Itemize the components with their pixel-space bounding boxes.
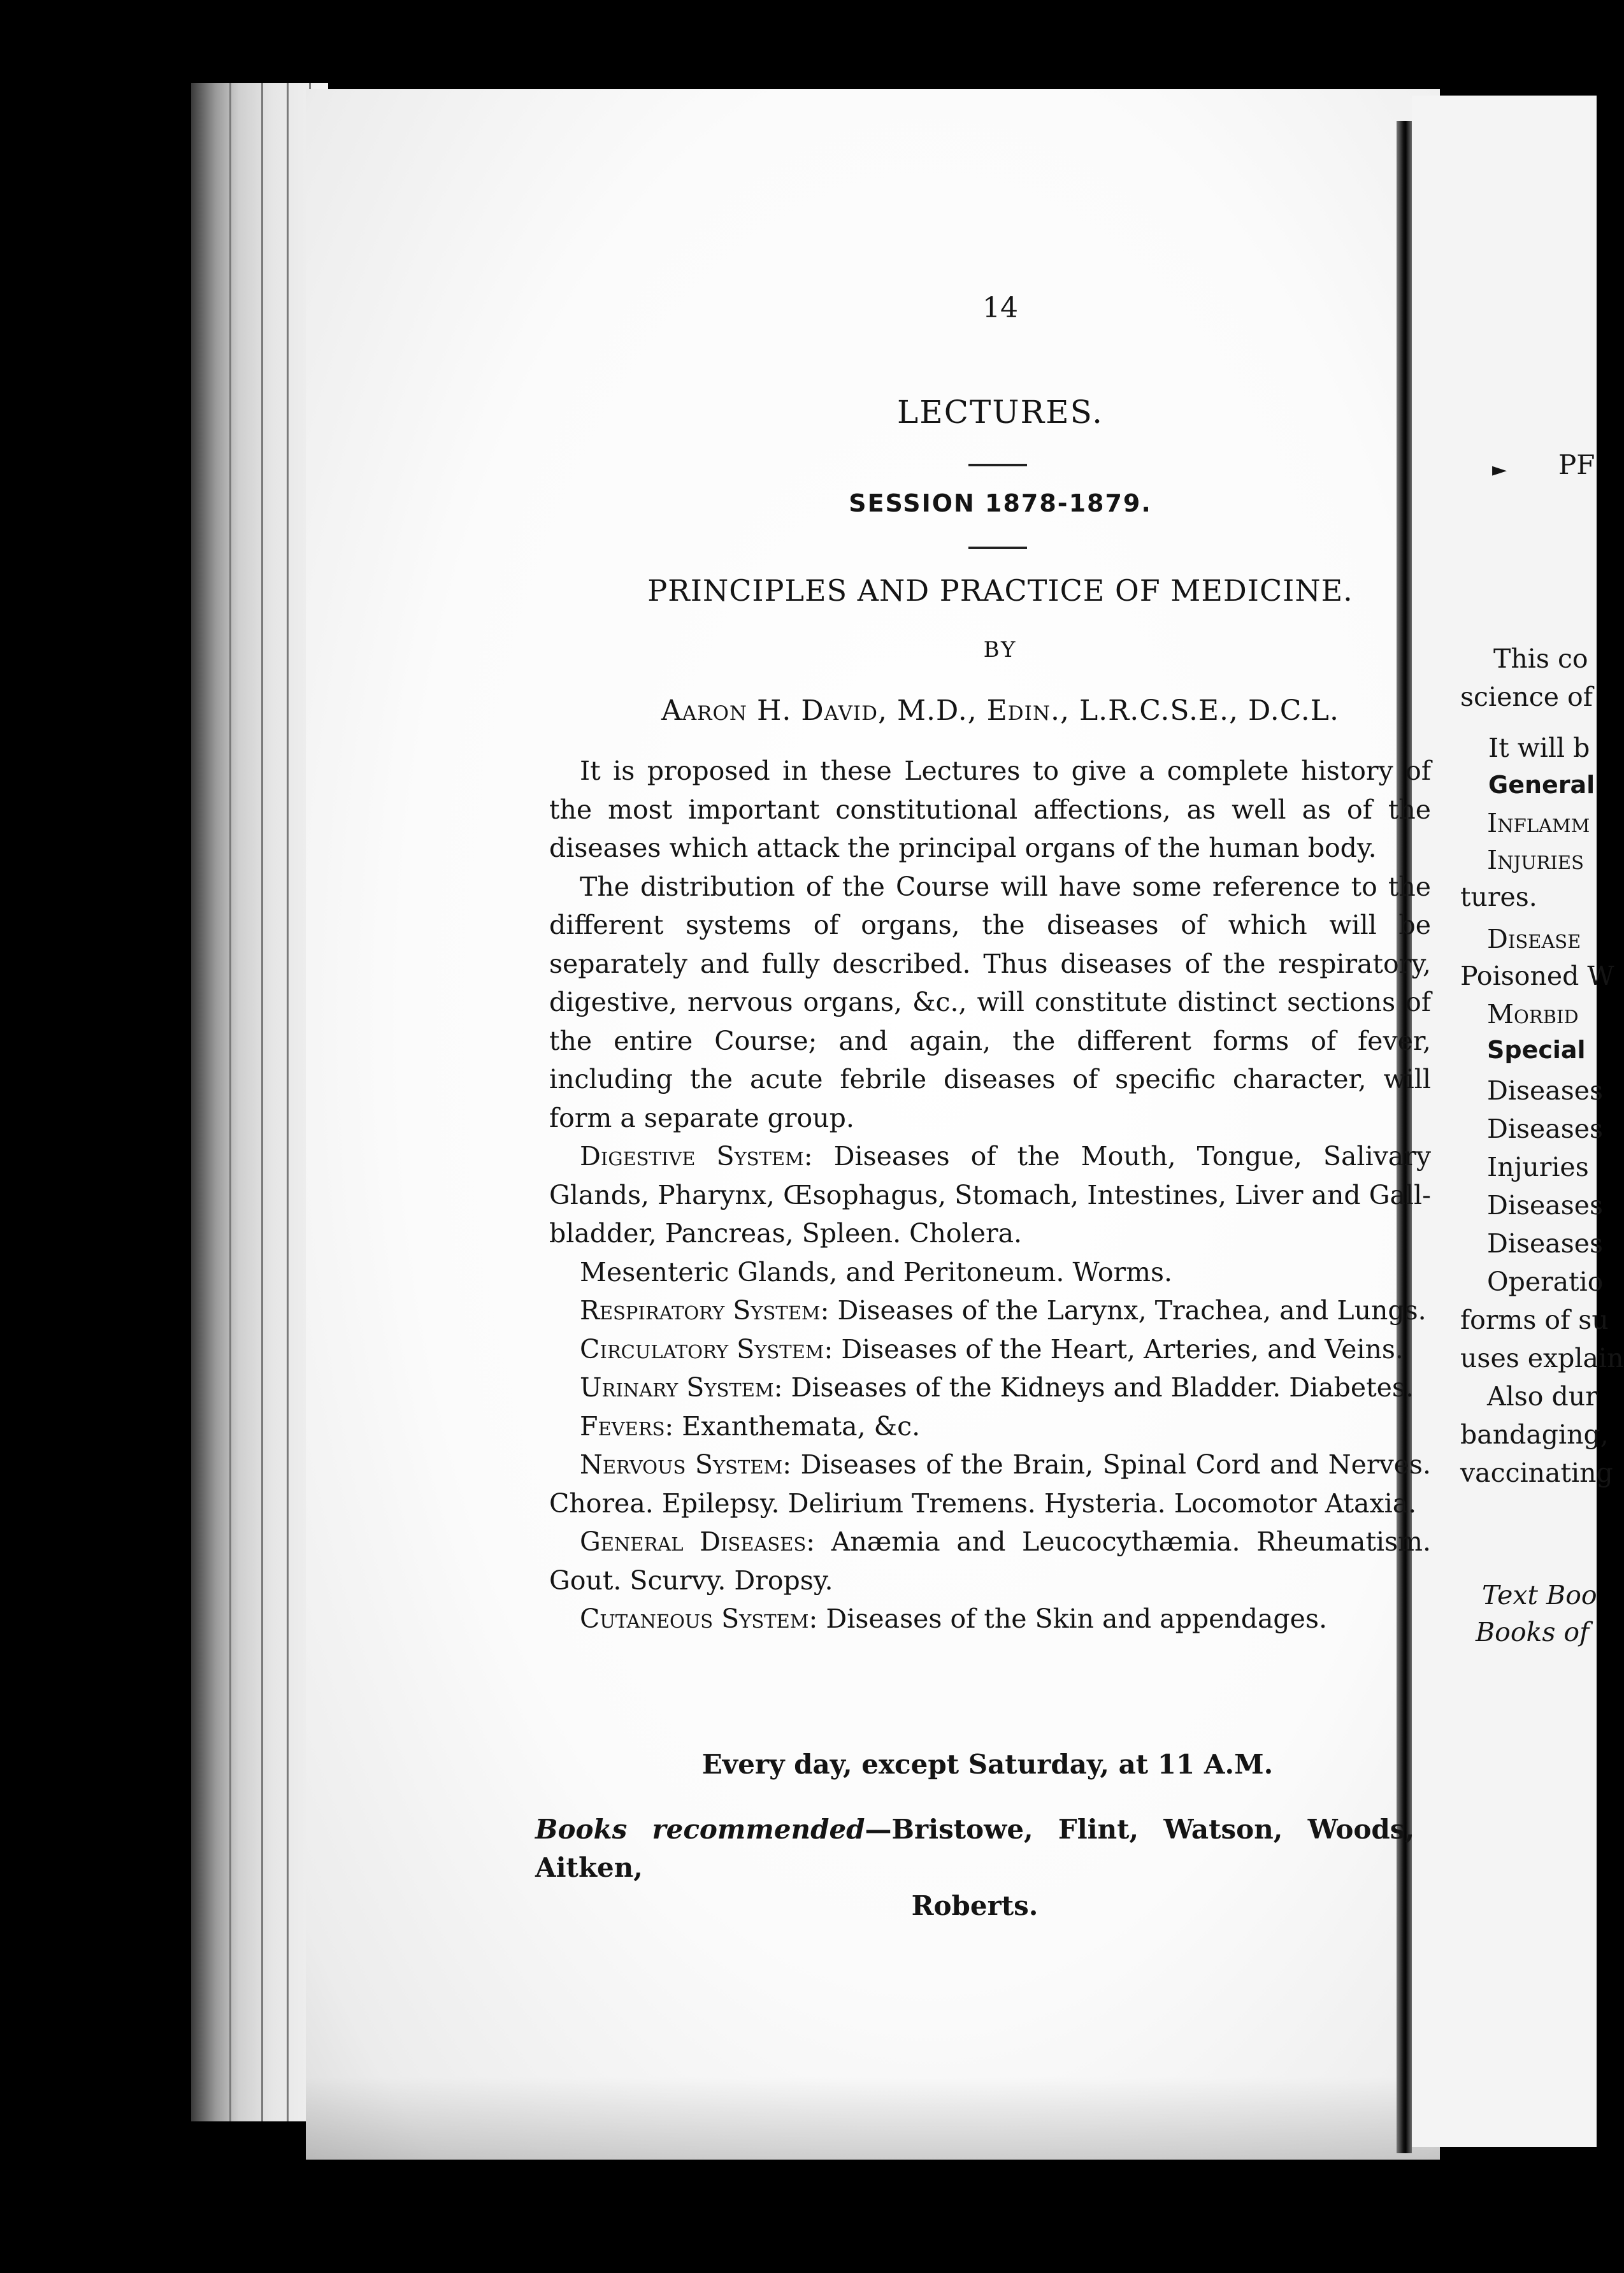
right-page-line: Diseases [1487, 1228, 1604, 1259]
right-page-heading: PF [1558, 449, 1595, 480]
course-subject: PRINCIPLES AND PRACTICE OF MEDICINE. [647, 573, 1353, 608]
section-text: Diseases of the Mouth, Tongue, Salivary Glands, Pharynx, Œsophagus, Stomach, Intestines, Liver and Gall-bladder, Pancreas, Spleen. Cholera. [549, 1141, 1431, 1249]
books-dash: — [865, 1814, 892, 1845]
right-page-line: bandaging, [1460, 1419, 1609, 1450]
author-name: Aaron H. David, M.D., Edin., L.R.C.S.E., D.C.L. [661, 694, 1339, 727]
right-page-line: Diseases [1487, 1190, 1604, 1221]
section-text: Diseases of the Skin and appendages. [826, 1603, 1328, 1634]
books-recommended [535, 1811, 1414, 1925]
right-page-line: science of [1460, 682, 1593, 712]
right-page-line: Text Boo [1482, 1580, 1597, 1610]
right-page-line: uses explain [1460, 1343, 1624, 1373]
section-text: Anæmia and Leucocythæmia. Rheumatism. Gout. Scurvy. Dropsy. [549, 1526, 1431, 1596]
by-label: BY [983, 637, 1017, 663]
section-text: Exanthemata, &c. [682, 1410, 921, 1442]
right-page-line: Inflamm [1487, 808, 1590, 838]
section-label: Nervous System: [580, 1449, 792, 1480]
divider [968, 464, 1027, 466]
page-heading: LECTURES. [897, 394, 1103, 431]
books-list-last: Roberts. [911, 1890, 1038, 1921]
section-text: Diseases of the Brain, Spinal Cord and Nerves. Chorea. Epilepsy. Delirium Tremens. Hysteria. Locomotor Ataxia. [549, 1449, 1431, 1519]
books-list: Bristowe, Flint, Watson, Woods, Aitken, [535, 1814, 1414, 1883]
section-respiratory [549, 1291, 1431, 1330]
section-urinary [549, 1368, 1431, 1407]
right-page-line: Also dur [1487, 1381, 1598, 1412]
session-title: SESSION 1878-1879. [849, 489, 1152, 517]
right-page-line: Morbid [1487, 999, 1579, 1029]
section-label: Cutaneous System: [580, 1603, 818, 1634]
right-page-line: It will b [1488, 733, 1590, 763]
paragraph: The distribution of the Course will have some reference to the different systems of organs, the diseases of which will be separately and fully described. Thus diseases of the respiratory, digestive, nervous organs, &c., will constitute distinct sections of the entire Course; and again, the different forms of fever, including the acute febrile diseases of specific character, will form a separate group. [549, 871, 1431, 1133]
right-page-line: tures. [1460, 882, 1537, 912]
section-label: Fevers: [580, 1410, 674, 1442]
section-label: Digestive System: [580, 1141, 813, 1172]
section-text: Diseases of the Heart, Arteries, and Veins. [841, 1333, 1404, 1365]
section-text: Diseases of the Larynx, Trachea, and Lungs. [837, 1295, 1426, 1326]
right-page-line: Disease [1487, 924, 1581, 954]
section-digestive-extra: Mesenteric Glands, and Peritoneum. Worms. [580, 1256, 1173, 1287]
right-page-line: forms of su [1460, 1305, 1609, 1335]
books-label: Books recommended [535, 1814, 865, 1845]
section-fevers [549, 1407, 1431, 1446]
page-number: 14 [982, 292, 1018, 324]
right-page-line: This co [1493, 643, 1588, 674]
right-page-line: Diseases [1487, 1114, 1604, 1144]
page-edge-line [287, 83, 289, 2121]
section-text: Diseases of the Kidneys and Bladder. Diabetes. [791, 1372, 1414, 1403]
lecture-description [549, 752, 1431, 1638]
section-circulatory [549, 1330, 1431, 1369]
section-digestive [549, 1137, 1431, 1253]
schedule: Every day, except Saturday, at 11 A.M. [701, 1749, 1274, 1780]
right-page-line: Operatio [1487, 1266, 1604, 1297]
section-label: Urinary System: [580, 1372, 783, 1403]
section-general [549, 1523, 1431, 1600]
section-label: Respiratory System: [580, 1295, 830, 1326]
section-label: Circulatory System: [580, 1333, 833, 1365]
section-nervous [549, 1445, 1431, 1523]
paragraph: It is proposed in these Lectures to give a complete history of the most important constitutional affections, as well as of the diseases which attack the principal organs of the human body. [549, 756, 1431, 863]
right-page-line: Special [1487, 1036, 1586, 1064]
right-page-line: vaccinating [1460, 1458, 1613, 1488]
arrow-marker-icon: ► [1492, 459, 1507, 481]
page-edge-line [229, 83, 231, 2121]
right-page-line: Diseases [1487, 1075, 1604, 1106]
page-edge-line [261, 83, 263, 2121]
page-shadow [306, 2077, 1440, 2160]
right-page-line: Injuries [1487, 1152, 1589, 1182]
right-page-line: Books of [1476, 1617, 1590, 1647]
right-page-line: General [1488, 771, 1595, 799]
section-label: General Diseases: [580, 1526, 816, 1557]
divider [968, 547, 1027, 549]
right-page-line: Poisoned W [1460, 961, 1614, 991]
section-cutaneous [549, 1600, 1431, 1638]
right-page-line: Injuries [1487, 845, 1584, 875]
